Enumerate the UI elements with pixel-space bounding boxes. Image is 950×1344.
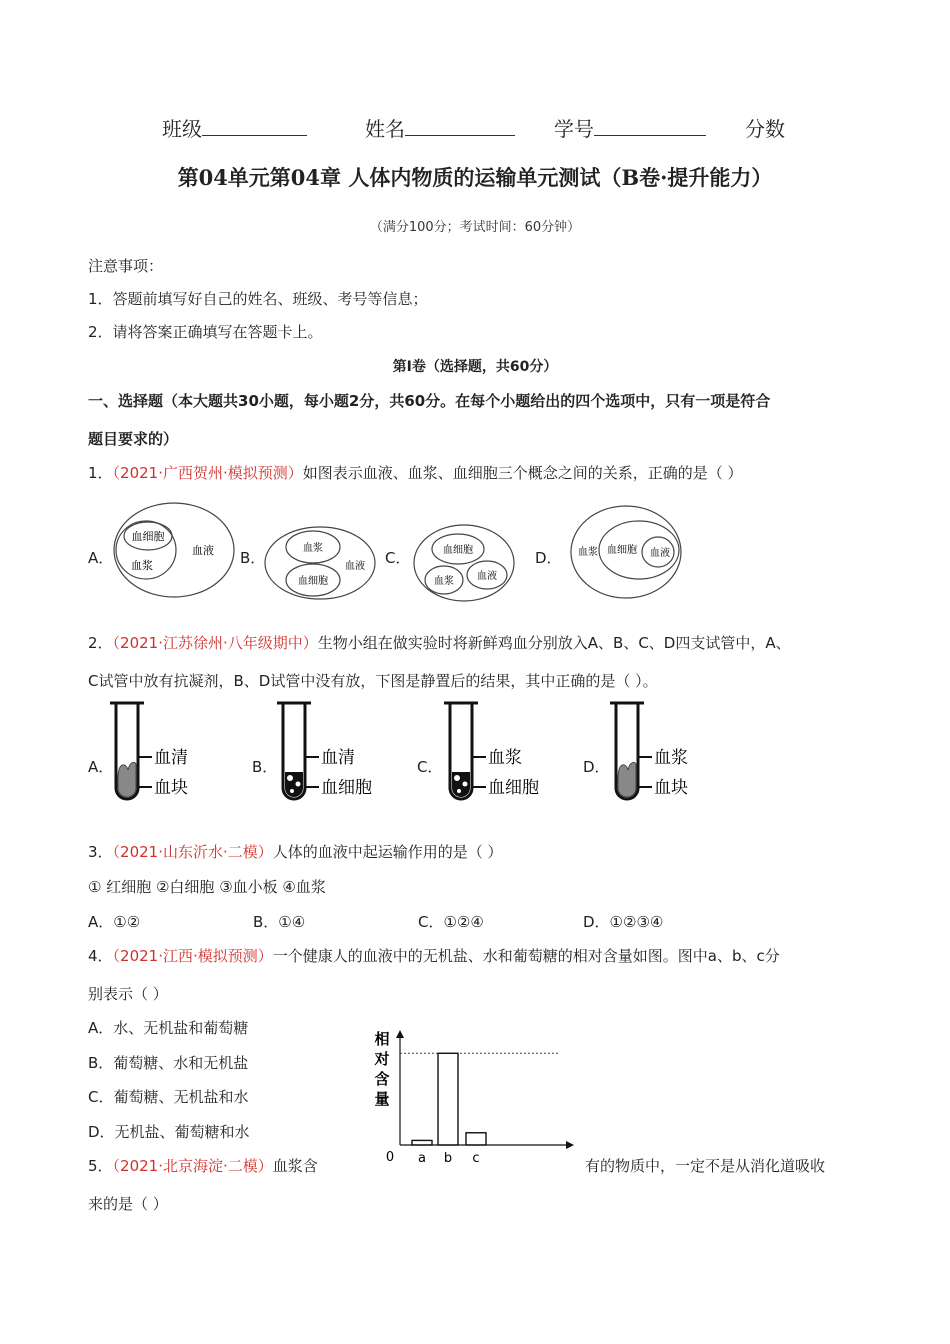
term-label: 血细胞 bbox=[298, 576, 328, 587]
tube-label-top: 血浆 bbox=[488, 748, 522, 768]
question-source: （2021·江苏徐州·八年级期中） bbox=[112, 634, 318, 652]
question-source: （2021·北京海淀·二模） bbox=[112, 1157, 273, 1175]
q1-option-b-label[interactable]: B． bbox=[240, 549, 266, 567]
exam-info: （满分100分；考试时间：60分钟） bbox=[369, 220, 581, 235]
term-label: 血液 bbox=[477, 571, 497, 582]
section-desc-cont: 题目要求的） bbox=[88, 430, 179, 448]
q3-option-b[interactable]: B．①④ bbox=[253, 913, 306, 931]
q2-option-b-label[interactable]: B． bbox=[252, 758, 278, 776]
name-blank[interactable] bbox=[405, 117, 515, 136]
term-label: 血细胞 bbox=[607, 545, 637, 556]
cell-gap bbox=[457, 789, 461, 793]
q1-option-c-diagram[interactable] bbox=[410, 522, 518, 604]
q1-option-d-diagram[interactable] bbox=[568, 502, 688, 602]
question-5-text-cont: 有的物质中，一定不是从消化道吸收 bbox=[585, 1157, 826, 1175]
term-label: 血细胞 bbox=[443, 545, 473, 556]
ylabel-char: 对 bbox=[374, 1050, 390, 1068]
class-label: 班级 bbox=[162, 117, 202, 141]
tube-label-bottom: 血细胞 bbox=[321, 778, 372, 798]
q3-option-d[interactable]: D．①②③④ bbox=[583, 913, 664, 931]
q2-option-b-tube[interactable] bbox=[275, 700, 385, 812]
outer-ellipse bbox=[114, 503, 234, 597]
cell-gap bbox=[296, 782, 301, 787]
bar-b bbox=[438, 1053, 458, 1145]
cell-gap bbox=[463, 782, 468, 787]
tube-label-bottom: 血细胞 bbox=[488, 778, 539, 798]
class-field[interactable] bbox=[162, 113, 307, 142]
term-label: 血液 bbox=[345, 561, 365, 572]
q2-option-a-label[interactable]: A． bbox=[88, 758, 114, 776]
q2-option-a-tube[interactable] bbox=[108, 700, 208, 812]
bar-c bbox=[466, 1133, 486, 1145]
question-text: 血浆含 bbox=[272, 1157, 318, 1175]
outer-ellipse bbox=[414, 525, 514, 601]
tube-label-bottom: 血块 bbox=[154, 778, 188, 798]
question-2-stem-cont: C试管中放有抗凝剂，B、D试管中没有放，下图是静置后的结果，其中正确的是（ ）。 bbox=[88, 672, 658, 690]
q2-option-c-tube[interactable] bbox=[442, 700, 552, 812]
term-label: 血浆 bbox=[578, 547, 598, 558]
tick-label-c: c bbox=[472, 1151, 480, 1166]
q1-option-d-label[interactable]: D． bbox=[535, 549, 562, 567]
q1-option-b-diagram[interactable] bbox=[262, 522, 380, 602]
tube-label-bottom: 血块 bbox=[654, 778, 688, 798]
tube-label-top: 血清 bbox=[154, 748, 188, 768]
q1-option-a-label[interactable]: A． bbox=[88, 549, 114, 567]
tube-label-top: 血浆 bbox=[654, 748, 688, 768]
ylabel-char: 相 bbox=[374, 1030, 390, 1048]
tube-label-top: 血清 bbox=[321, 748, 355, 768]
q4-option-a[interactable]: A．水、无机盐和葡萄糖 bbox=[88, 1019, 249, 1037]
q1-option-c-label[interactable]: C． bbox=[385, 549, 411, 567]
name-field[interactable] bbox=[365, 113, 515, 142]
question-3-items: ① 红细胞 ②白细胞 ③血小板 ④血浆 bbox=[88, 878, 326, 896]
clot-fill bbox=[118, 762, 136, 797]
bar-a bbox=[412, 1140, 432, 1145]
q4-bar-chart bbox=[360, 1028, 580, 1168]
section-title: 第Ⅰ卷（选择题，共60分） bbox=[392, 359, 558, 375]
term-label: 血液 bbox=[650, 548, 670, 559]
origin-label: 0 bbox=[385, 1150, 395, 1165]
question-number: 4． bbox=[88, 947, 113, 965]
cell-gap bbox=[287, 775, 293, 781]
tick-label-b: b bbox=[443, 1151, 453, 1166]
term-label: 血液 bbox=[192, 544, 214, 557]
id-label: 学号 bbox=[554, 117, 594, 141]
note-item: 1．答题前填写好自己的姓名、班级、考号等信息； bbox=[88, 290, 428, 308]
question-5-stem bbox=[88, 1155, 318, 1176]
question-text: 人体的血液中起运输作用的是（ ） bbox=[272, 843, 503, 861]
chart-ylabel bbox=[373, 1030, 389, 1108]
question-source: （2021·广西贺州·模拟预测） bbox=[112, 464, 303, 482]
term-label: 血浆 bbox=[131, 559, 153, 572]
question-2-stem bbox=[88, 632, 791, 653]
q3-option-a[interactable]: A．①② bbox=[88, 913, 141, 931]
q2-option-d-label[interactable]: D． bbox=[583, 758, 610, 776]
cell-gap bbox=[454, 775, 460, 781]
clot-fill bbox=[618, 762, 636, 797]
q4-option-b[interactable]: B．葡萄糖、水和无机盐 bbox=[88, 1054, 249, 1072]
id-field[interactable] bbox=[554, 113, 706, 142]
q2-option-d-tube[interactable] bbox=[608, 700, 708, 812]
question-number: 2． bbox=[88, 634, 113, 652]
question-number: 3． bbox=[88, 843, 113, 861]
page-title: 第04单元第04章 人体内物质的运输单元测试（B卷·提升能力） bbox=[177, 165, 773, 190]
question-text: 生物小组在做实验时将新鲜鸡血分别放入A、B、C、D四支试管中，A、 bbox=[317, 634, 791, 652]
cell-gap bbox=[290, 789, 294, 793]
question-source: （2021·江西·模拟预测） bbox=[112, 947, 273, 965]
q4-option-d[interactable]: D．无机盐、葡萄糖和水 bbox=[88, 1123, 250, 1141]
question-text: 一个健康人的血液中的无机盐、水和葡萄糖的相对含量如图。图中a、b、c分 bbox=[272, 947, 780, 965]
question-number: 5． bbox=[88, 1157, 113, 1175]
question-4-stem-cont: 别表示（ ） bbox=[88, 985, 168, 1003]
x-axis-arrow bbox=[566, 1141, 574, 1149]
section-desc: 一、选择题（本大题共30小题，每小题2分，共60分。在每个小题给出的四个选项中，只有一项是符合 bbox=[88, 392, 771, 410]
q4-option-c[interactable]: C．葡萄糖、无机盐和水 bbox=[88, 1088, 249, 1106]
class-blank[interactable] bbox=[202, 117, 307, 136]
note-item: 2．请将答案正确填写在答题卡上。 bbox=[88, 323, 323, 341]
name-label: 姓名 bbox=[365, 117, 405, 141]
ylabel-char: 量 bbox=[374, 1090, 390, 1108]
question-source: （2021·山东沂水·二模） bbox=[112, 843, 273, 861]
ylabel-char: 含 bbox=[374, 1070, 390, 1088]
q3-option-c[interactable]: C．①②④ bbox=[418, 913, 484, 931]
term-label: 血浆 bbox=[303, 543, 323, 554]
q1-option-a-diagram[interactable] bbox=[110, 498, 240, 603]
id-blank[interactable] bbox=[594, 117, 706, 136]
term-label: 血细胞 bbox=[131, 530, 165, 543]
question-text: 如图表示血液、血浆、血细胞三个概念之间的关系，正确的是（ ） bbox=[302, 464, 743, 482]
score-field bbox=[745, 113, 785, 142]
q2-option-c-label[interactable]: C． bbox=[417, 758, 443, 776]
question-5-stem-cont: 来的是（ ） bbox=[88, 1195, 168, 1213]
question-4-stem bbox=[88, 945, 780, 966]
question-number: 1． bbox=[88, 464, 113, 482]
question-1-stem bbox=[88, 462, 743, 483]
notes-heading: 注意事项： bbox=[88, 257, 164, 275]
y-axis-arrow bbox=[396, 1030, 404, 1038]
term-label: 血浆 bbox=[434, 576, 454, 587]
question-3-stem bbox=[88, 841, 503, 862]
tick-label-a: a bbox=[418, 1151, 426, 1166]
score-label: 分数 bbox=[745, 117, 785, 141]
